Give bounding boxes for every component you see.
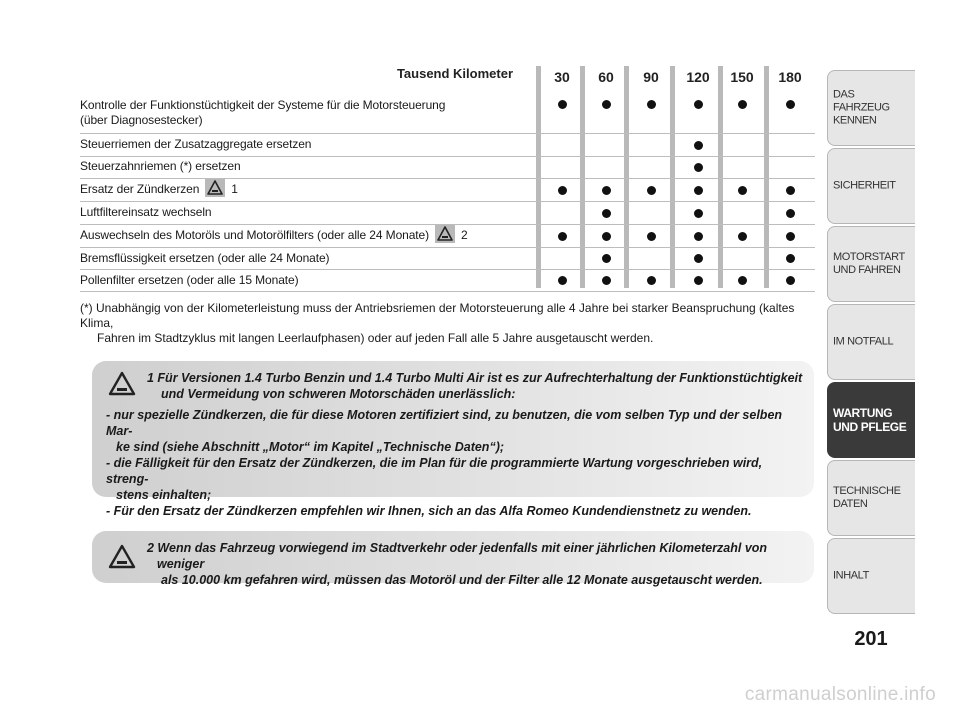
table-row <box>80 225 815 248</box>
sidebar-tab-label: MOTORSTART UND FAHREN <box>833 251 905 276</box>
maintenance-dot <box>694 276 703 285</box>
row-label: Steuerriemen der Zusatzaggregate ersetzen <box>80 137 312 151</box>
row-label: Steuerzahnriemen (*) ersetzen <box>80 159 241 173</box>
footnote-line-2: Fahren im Stadtzyklus mit langen Leerlaufphasen) oder auf jeden Fall alle 5 Jahre ausgetauscht werden. <box>97 331 654 345</box>
sidebar-tab-motorstart-und-fahren[interactable] <box>827 226 915 302</box>
sidebar-tab-wartung-und-pflege[interactable] <box>827 382 915 458</box>
sidebar-tab-label: WARTUNG UND PFLEGE <box>833 406 907 434</box>
maintenance-dot <box>786 254 795 263</box>
maintenance-dot <box>694 232 703 241</box>
maintenance-dot <box>786 232 795 241</box>
table-header-label: Tausend Kilometer <box>396 66 513 81</box>
maintenance-dot <box>558 276 567 285</box>
row-note-ref: 1 <box>231 182 238 196</box>
warning-1-bullet-2b: stens einhalten; <box>116 488 212 502</box>
row-label: Ersatz der Zündkerzen 1 <box>80 182 520 197</box>
column-header-90: 90 <box>643 69 659 85</box>
table-row <box>80 270 815 292</box>
maintenance-dot <box>647 232 656 241</box>
warning-1-bullet-1b: ke sind (siehe Abschnitt „Motor“ im Kapitel „Technische Daten“); <box>116 440 505 454</box>
sidebar-tab-label: TECHNISCHE DATEN <box>833 485 901 510</box>
warning-2-text: 2 Wenn das Fahrzeug vorwiegend im Stadtverkehr oder jedenfalls mit einer jährlichen Kilometerzahl von weniger als 10.000 km gefahren wird, müssen das Motoröl und der Filter alle 12 Monate ausgetauscht werden. <box>147 541 768 587</box>
sidebar-tab-im-notfall[interactable] <box>827 304 915 380</box>
warning-triangle-icon <box>108 544 136 569</box>
maintenance-dot <box>694 186 703 195</box>
warning-1-bullet-2a: - die Fälligkeit für den Ersatz der Zündkerzen, die im Plan für die programmierte Wartung vorgeschrieben wird, streng- <box>106 456 763 486</box>
table-row <box>80 179 815 202</box>
watermark: carmanualsonline.info <box>744 684 936 705</box>
column-header-150: 150 <box>730 69 754 85</box>
maintenance-dot <box>602 186 611 195</box>
maintenance-dot <box>694 141 703 150</box>
maintenance-dot <box>558 232 567 241</box>
sidebar-tab-technische-daten[interactable] <box>827 460 915 536</box>
row-note-ref: 2 <box>461 228 468 242</box>
maintenance-dot <box>647 100 656 109</box>
maintenance-dot <box>786 276 795 285</box>
maintenance-dot <box>647 276 656 285</box>
maintenance-dot <box>602 209 611 218</box>
maintenance-dot <box>786 100 795 109</box>
warning-1-title: 1 Für Versionen 1.4 Turbo Benzin und 1.4 Turbo Multi Air ist es zur Aufrechterhaltung der Funktionstüchtigkeit und Vermeidung von schweren Motorschäden unerlässlich: <box>147 371 803 401</box>
warning-1-bullets <box>106 407 806 519</box>
column-header-30: 30 <box>554 69 570 85</box>
maintenance-dot <box>694 209 703 218</box>
warning-box-1 <box>92 361 814 518</box>
row-label: Luftfiltereinsatz wechseln <box>80 205 212 219</box>
maintenance-dot <box>602 100 611 109</box>
warning-triangle-icon <box>108 371 136 396</box>
row-label: Pollenfilter ersetzen (oder alle 15 Monate) <box>80 273 299 287</box>
column-header-180: 180 <box>778 69 802 85</box>
sidebar-tab-label: INHALT <box>833 569 869 582</box>
maintenance-dot <box>558 100 567 109</box>
maintenance-dot <box>647 186 656 195</box>
maintenance-dot <box>558 186 567 195</box>
sidebar-tab-sicherheit[interactable] <box>827 148 915 224</box>
sidebar-tab-label: IM NOTFALL <box>833 335 894 348</box>
maintenance-dot <box>786 186 795 195</box>
column-header-120: 120 <box>686 69 710 85</box>
row-label: Bremsflüssigkeit ersetzen (oder alle 24 Monate) <box>80 251 330 265</box>
maintenance-dot <box>602 254 611 263</box>
row-label: Kontrolle der Funktionstüchtigkeit der Systeme für die Motorsteuerung (über Diagnosestecker) <box>80 98 446 127</box>
sidebar-tab-label: DAS FAHRZEUG KENNEN <box>833 88 890 127</box>
column-header-60: 60 <box>598 69 614 85</box>
maintenance-dot <box>694 163 703 172</box>
maintenance-dot <box>602 276 611 285</box>
row-label: Auswechseln des Motoröls und Motorölfilters (oder alle 24 Monate) 2 <box>80 228 520 243</box>
warning-1-bullet-3: - Für den Ersatz der Zündkerzen empfehlen wir Ihnen, sich an das Alfa Romeo Kundendienstnetz zu wenden. <box>106 504 752 518</box>
table-row <box>80 156 815 179</box>
sidebar-tab-label: SICHERHEIT <box>833 179 896 192</box>
table-row <box>80 248 815 270</box>
sidebar-tab-das-fahrzeug-kennen[interactable] <box>827 70 915 146</box>
maintenance-dot <box>738 276 747 285</box>
maintenance-dot <box>694 254 703 263</box>
footnote <box>80 301 815 346</box>
table-row <box>80 202 815 225</box>
maintenance-dot <box>738 100 747 109</box>
page-number: 201 <box>854 628 888 650</box>
maintenance-dot <box>694 100 703 109</box>
maintenance-dot <box>786 209 795 218</box>
footnote-line-1: (*) Unabhängig von der Kilometerleistung muss der Antriebsriemen der Motorsteuerung alle 4 Jahre bei starker Beanspruchung (kaltes Klima, <box>80 301 795 330</box>
maintenance-dot <box>738 232 747 241</box>
warning-box-2 <box>92 531 814 587</box>
warning-triangle-icon <box>435 225 455 243</box>
table-row <box>80 96 815 134</box>
warning-triangle-icon <box>205 179 225 197</box>
table-row <box>80 134 815 157</box>
sidebar-tab-inhalt[interactable] <box>827 538 915 614</box>
warning-1-bullet-1a: - nur spezielle Zündkerzen, die für diese Motoren zertifiziert sind, zu benutzen, die vom selben Typ und der selben Mar- <box>106 408 783 438</box>
maintenance-dot <box>602 232 611 241</box>
maintenance-dot <box>738 186 747 195</box>
